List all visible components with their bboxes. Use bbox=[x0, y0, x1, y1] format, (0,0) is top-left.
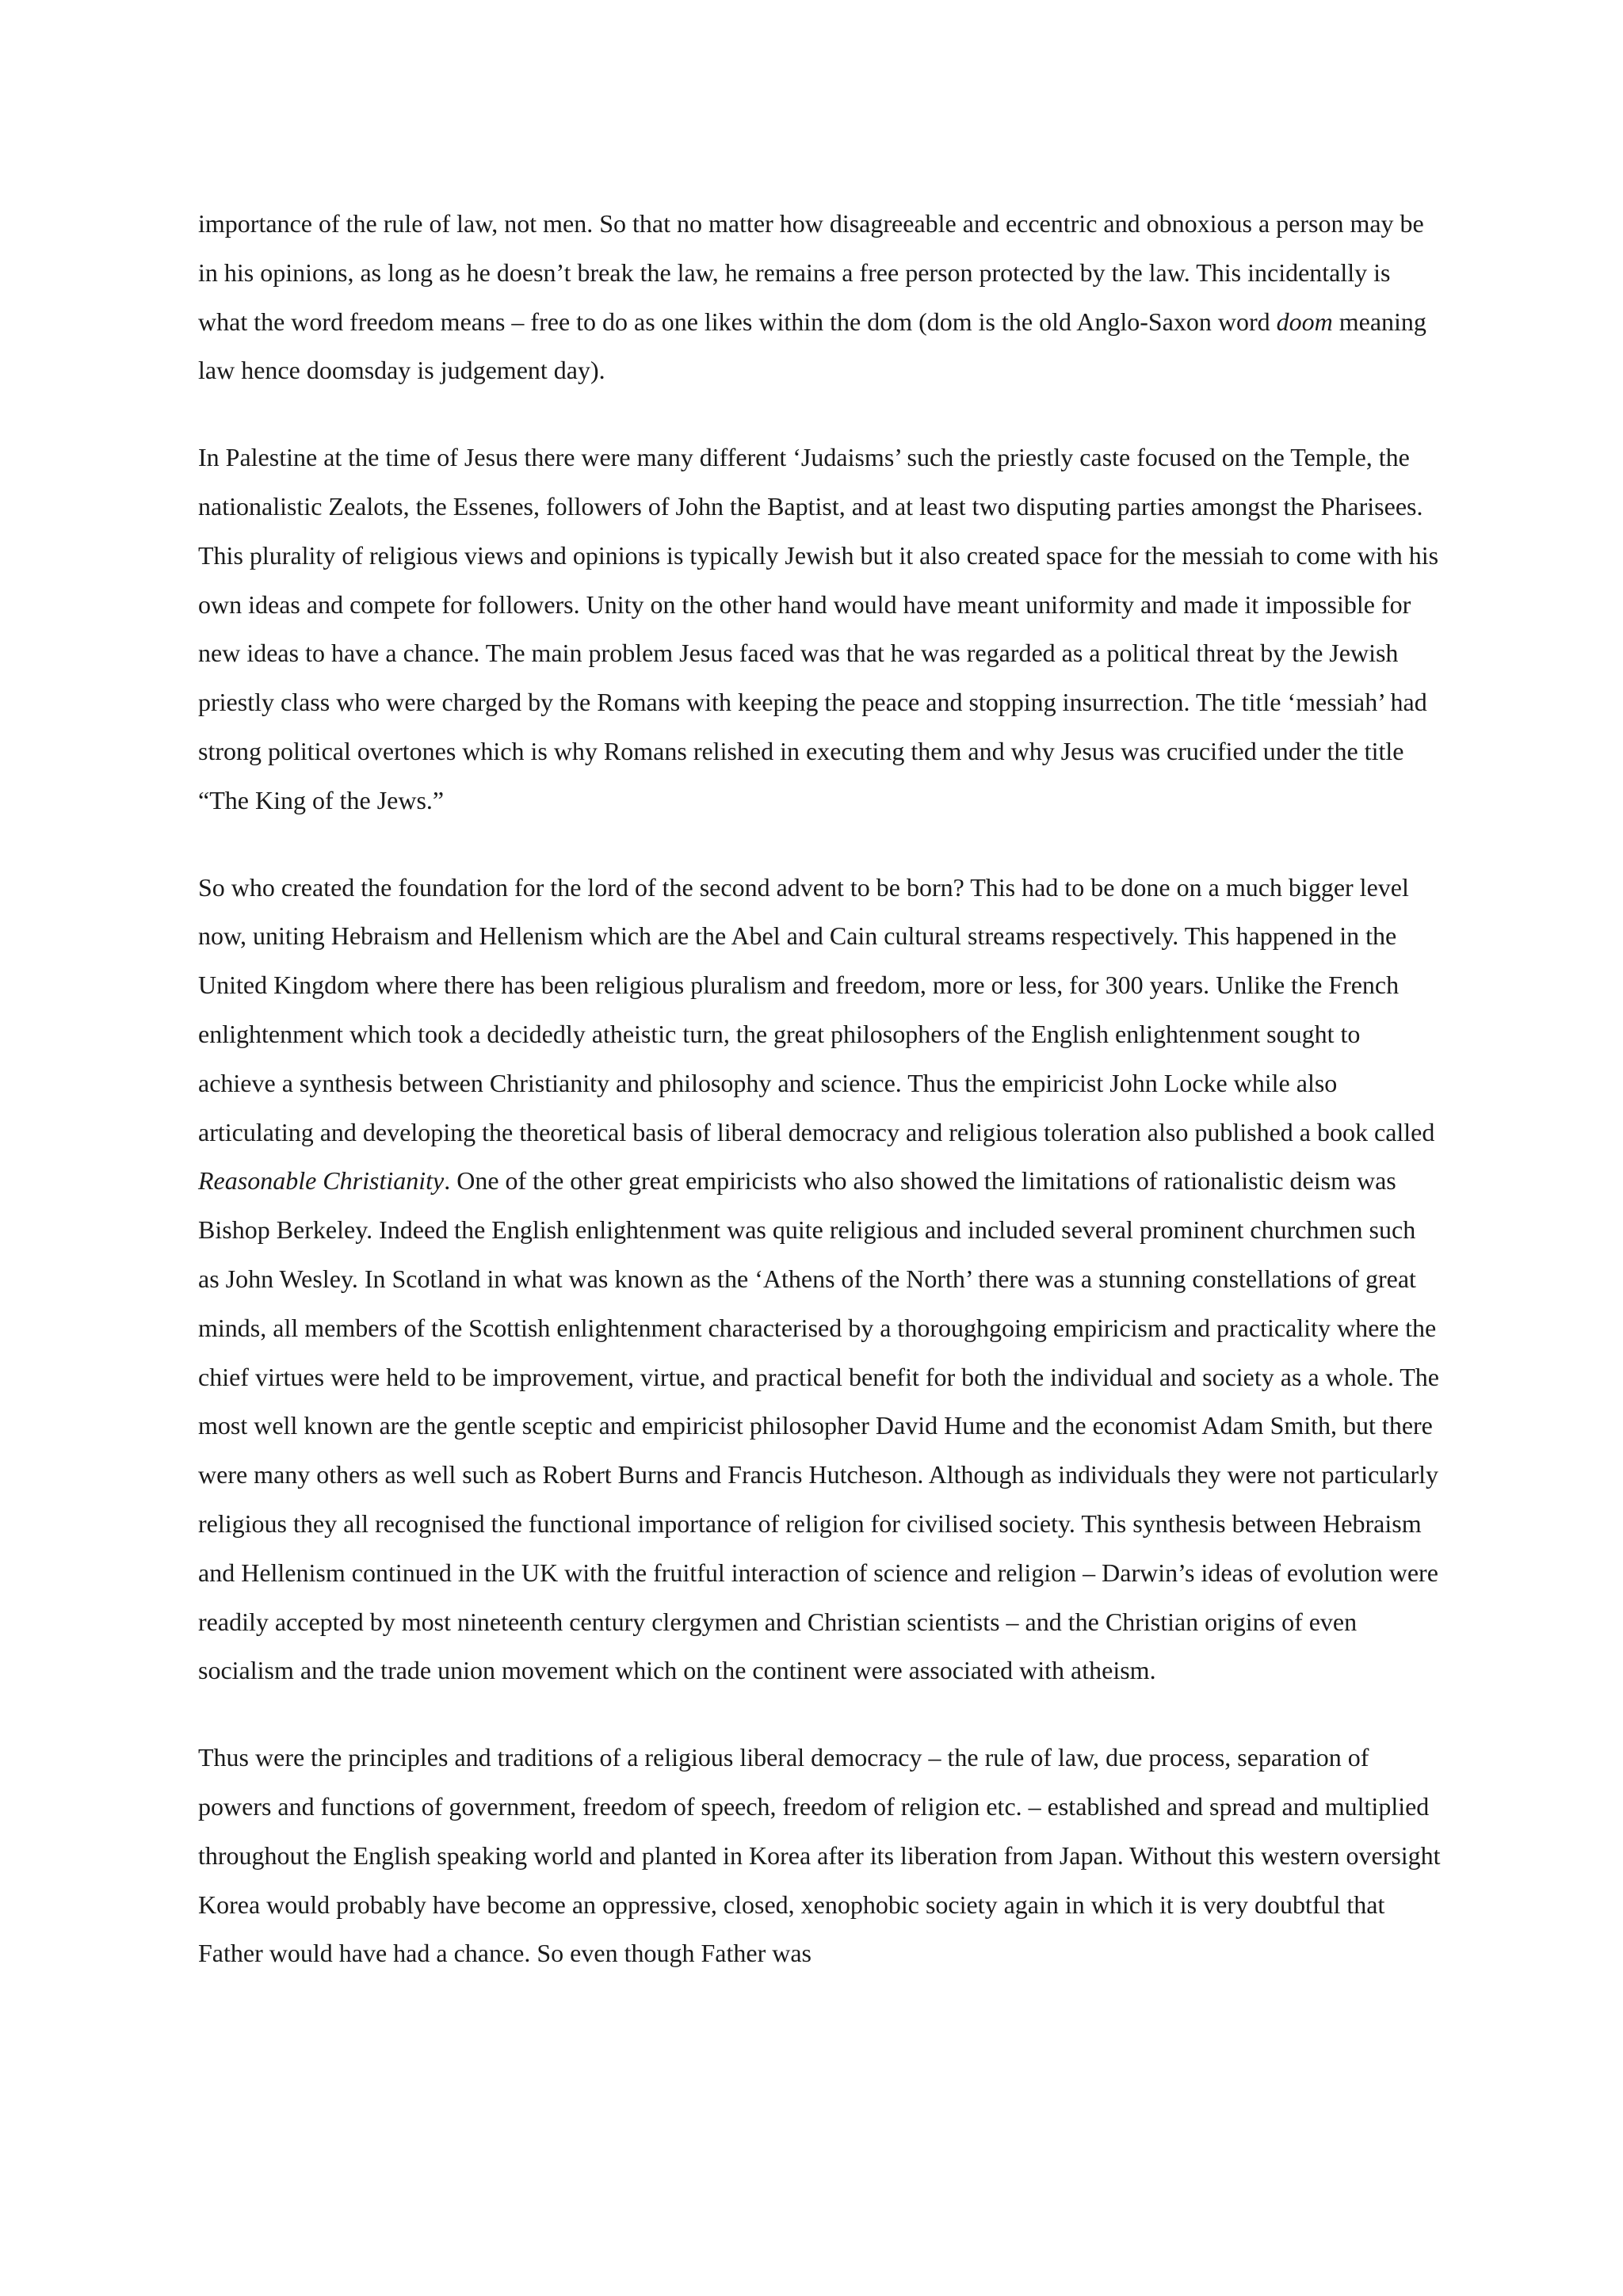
paragraph-text: So who created the foundation for the lord of the second advent to be born? This had to be done on a much bigger level now, uniting Hebraism and Hellenism which are the Abel and Cain cultural streams respectively. This happened in the United Kingdom where there has been religious pluralism and freedom, more or less, for 300 years. Unlike the French enlightenment which took a decidedly atheistic turn, the great philosophers of the English enlightenment sought to achieve a synthesis between Christianity and philosophy and science. Thus the empiricist John Locke while also articulating and developing the theoretical basis of liberal democracy and religious toleration also published a book called bbox=[198, 872, 1435, 1146]
italic-term-doom: doom bbox=[1276, 307, 1333, 336]
paragraph-second-advent-foundation bbox=[198, 864, 1442, 1696]
paragraph-text: . One of the other great empiricists who also showed the limitations of rationalistic deism was Bishop Berkeley. Indeed the English enlightenment was quite religious and included several prominent churchmen such as John Wesley. In Scotland in what was known as the ‘Athens of the North’ there was a stunning constellations of great minds, all members of the Scottish enlightenment characterised by a thoroughgoing empiricism and practicality where the chief virtues were held to be improvement, virtue, and practical benefit for both the individual and society as a whole. The most well known are the gentle sceptic and empiricist philosopher David Hume and the economist Adam Smith, but there were many others as well such as Robert Burns and Francis Hutcheson. Although as individuals they were not particularly religious they all recognised the functional importance of religion for civilised society. This synthesis between Hebraism and Hellenism continued in the UK with the fruitful interaction of science and religion – Darwin’s ideas of evolution were readily accepted by most nineteenth century clergymen and Christian scientists – and the Christian origins of even socialism and the trade union movement which on the continent were associated with atheism. bbox=[198, 1166, 1439, 1685]
paragraph-text: Thus were the principles and traditions of a religious liberal democracy – the rule of law, due process, separation of powers and functions of government, freedom of speech, freedom of religion etc. – established and spread and multiplied throughout the English speaking world and planted in Korea after its liberation from Japan. Without this western oversight Korea would probably have become an oppressive, closed, xenophobic society again in which it is very doubtful that Father would have had a chance. So even though Father was bbox=[198, 1743, 1441, 1968]
paragraph-rule-of-law bbox=[198, 200, 1442, 395]
italic-book-title: Reasonable Christianity bbox=[198, 1166, 445, 1196]
paragraph-text: In Palestine at the time of Jesus there were many different ‘Judaisms’ such the priestly caste focused on the Temple, the nationalistic Zealots, the Essenes, followers of John the Baptist, and at least two disputing parties amongst the Pharisees. This plurality of religious views and opinions is typically Jewish but it also created space for the messiah to come with his own ideas and compete for followers. Unity on the other hand would have meant uniformity and made it impossible for new ideas to have a chance. The main problem Jesus faced was that he was regarded as a political threat by the Jewish priestly class who were charged by the Romans with keeping the peace and stopping insurrection. The title ‘messiah’ had strong political overtones which is why Romans relished in executing them and why Jesus was crucified under the title “The King of the Jews.” bbox=[198, 443, 1439, 814]
paragraph-text: importance of the rule of law, not men. So that no matter how disagreeable and eccentric and obnoxious a person may be in his opinions, as long as he doesn’t break the law, he remains a free person protected by the law. This incidentally is what the word freedom means – free to do as one likes within the dom (dom is the old Anglo-Saxon word bbox=[198, 209, 1424, 336]
paragraph-text: meaning law hence doomsday is judgement day). bbox=[198, 307, 1426, 385]
paragraph-palestine-judaisms bbox=[198, 433, 1442, 825]
document-page bbox=[198, 200, 1442, 1978]
paragraph-liberal-democracy bbox=[198, 1733, 1442, 1978]
